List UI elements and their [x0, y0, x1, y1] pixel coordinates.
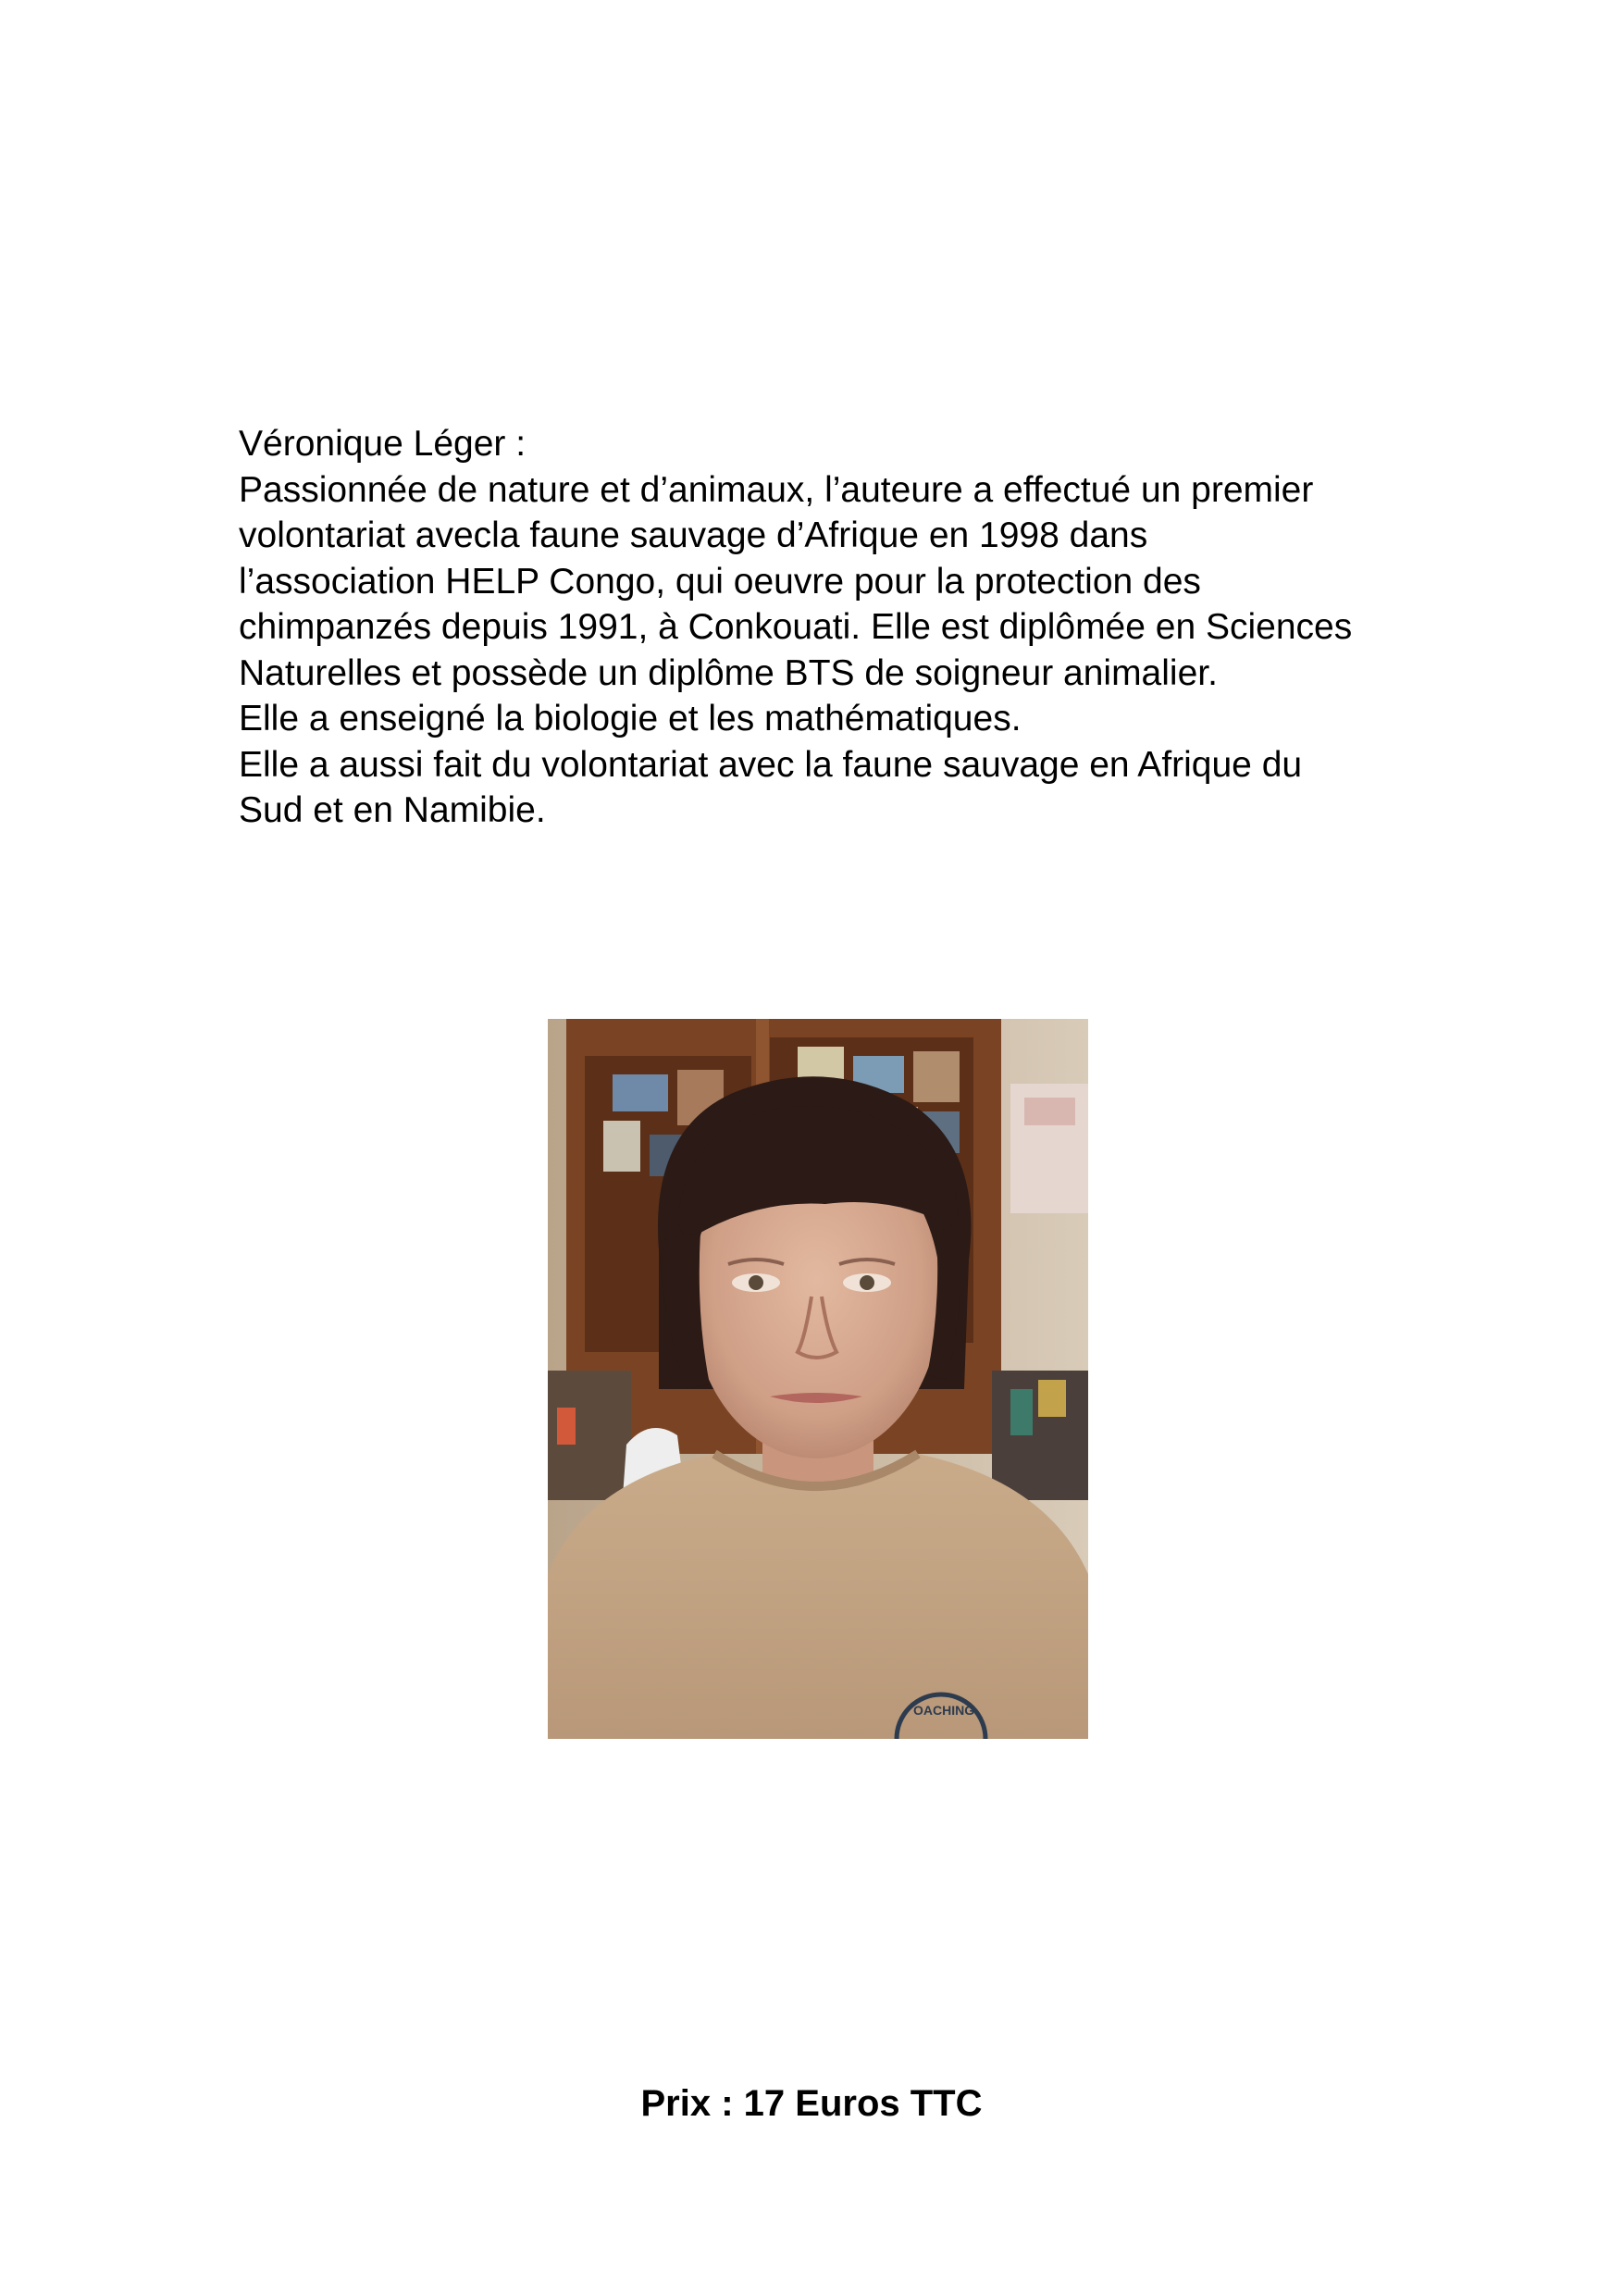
- author-name-heading: Véronique Léger :: [239, 424, 527, 464]
- bio-line: Naturelles et possède un diplôme BTS de soigneur animalier.: [239, 652, 1218, 693]
- price-label: Prix : 17 Euros TTC: [640, 2083, 983, 2124]
- author-portrait-photo: [548, 1019, 1088, 1739]
- bio-line: Elle a enseigné la biologie et les mathématiques.: [239, 699, 1022, 738]
- bio-line: chimpanzés depuis 1991, à Conkouati. Elle est diplômée en Sciences: [239, 607, 1353, 647]
- bio-line: Passionnée de nature et d’animaux, l’auteure a effectué un premier: [239, 469, 1314, 510]
- bio-line: volontariat avecla faune sauvage d’Afrique en 1998 dans: [239, 515, 1148, 555]
- bio-line: Sud et en Namibie.: [239, 790, 546, 830]
- bio-line: Elle a aussi fait du volontariat avec la faune sauvage en Afrique du: [239, 744, 1303, 785]
- bio-line: l’association HELP Congo, qui oeuvre pour la protection des: [239, 561, 1201, 602]
- author-bio: [239, 421, 1469, 834]
- shirt-print-text: OACHING: [913, 1703, 975, 1718]
